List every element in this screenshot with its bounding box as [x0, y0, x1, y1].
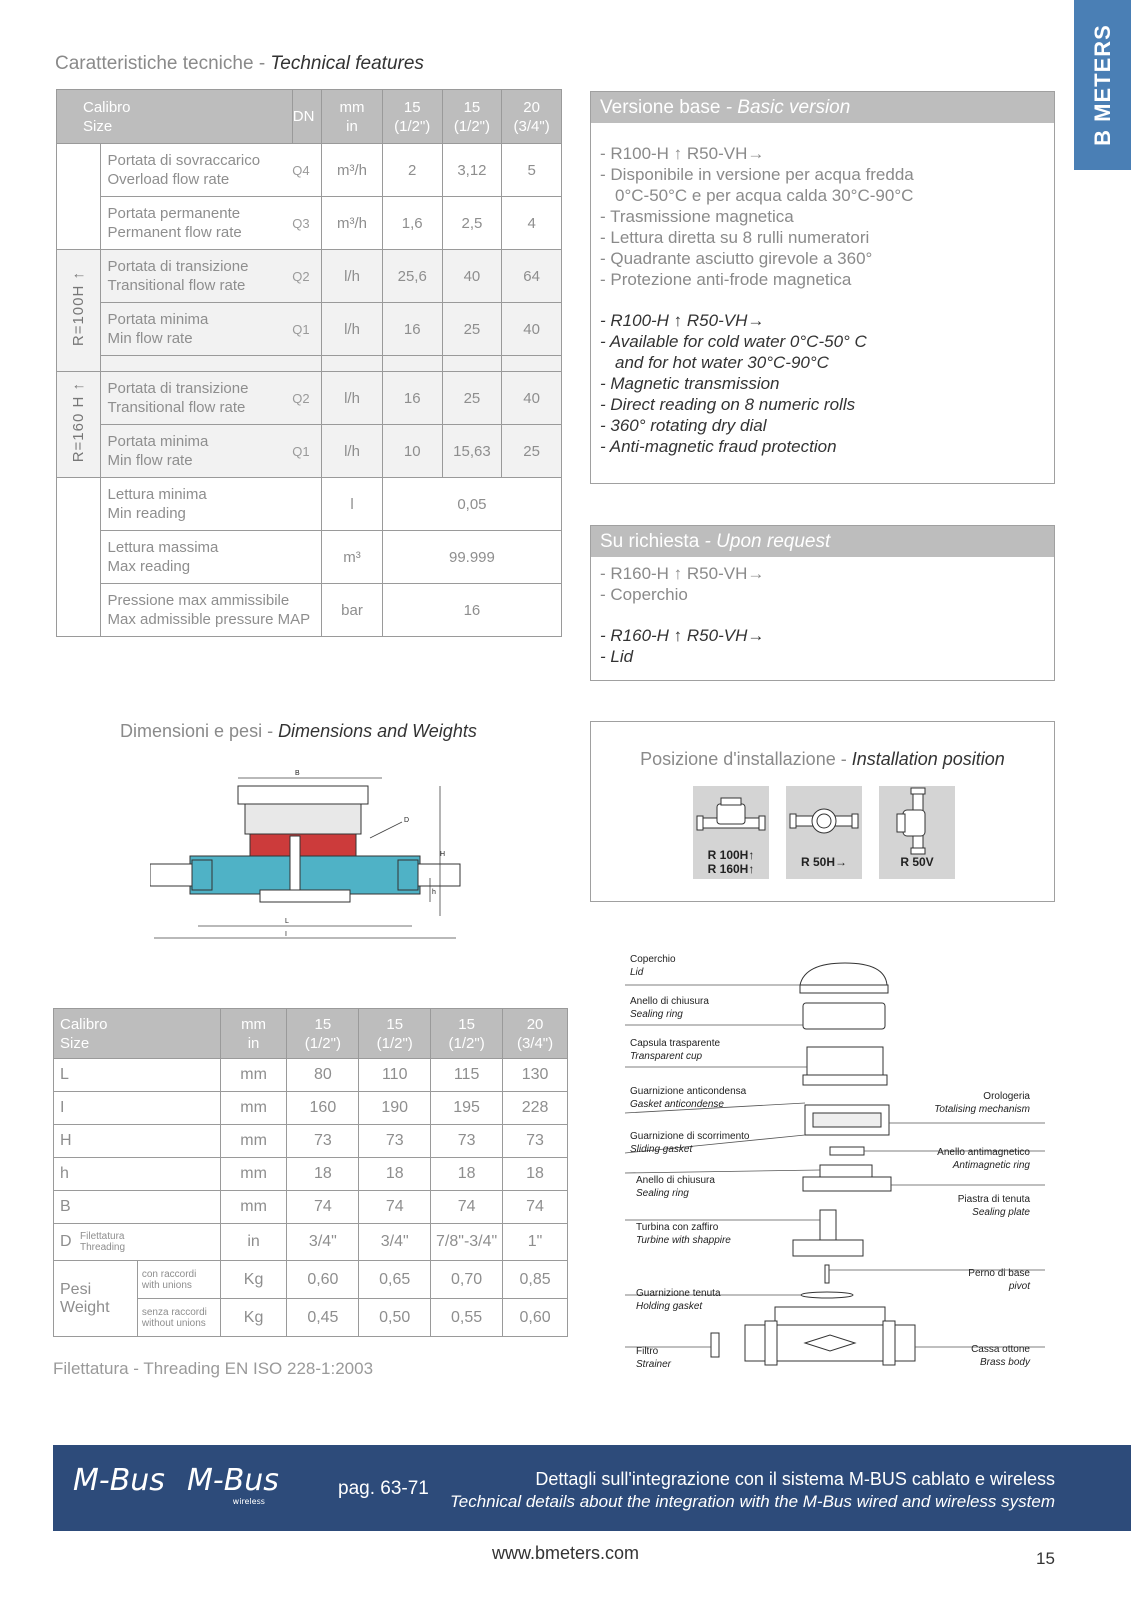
part-label-lid: Coperchio Lid	[630, 954, 676, 978]
part-label-totalising-mechanism: Orologeria Totalising mechanism	[934, 1091, 1030, 1115]
part-label-strainer: Filtro Strainer	[636, 1346, 672, 1370]
dim-label-h: H	[440, 851, 446, 858]
installation-position-title: Posizione d'installazione - Installation position	[640, 749, 1005, 769]
dn-header: DN	[292, 90, 321, 144]
table-row: H mm 73 73 73 73	[54, 1125, 568, 1158]
table-row: Portata minima Min flow rate Q1 l/h 10 15,63 25	[57, 425, 562, 478]
part-label-sealing-ring: Anello di chiusura Sealing ring	[630, 996, 709, 1020]
meter-cross-section-drawing	[150, 766, 480, 966]
part-label-holding-gasket: Guarnizione tenuta Holding gasket	[636, 1288, 721, 1312]
install-tile-horizontal-vertical-dial: R 100H↑ R 160H↑	[693, 786, 769, 879]
meter-top-icon	[786, 786, 862, 846]
table-header-row	[57, 90, 562, 144]
part-label-pivot: Perno di base pivot	[968, 1268, 1030, 1292]
part-label-turbine: Turbina con zaffiro Turbine with shappire	[636, 1222, 731, 1246]
part-label-antimagnetic-ring: Anello antimagnetico Antimagnetic ring	[937, 1147, 1030, 1171]
table-row: L mm 80 110 115 130	[54, 1059, 568, 1092]
dim-label-l: L	[285, 918, 289, 925]
table-row: Portata minima Min flow rate Q1 l/h 16 25 40	[57, 303, 562, 356]
part-label-brass-body: Cassa ottone Brass body	[971, 1344, 1030, 1368]
installation-position-box	[590, 721, 1055, 902]
table-row: Portata di sovraccarico Overload flow rate Q4 m³/h 2 3,12 5	[57, 144, 562, 197]
table-row: Pressione max ammissibile Max admissible pressure MAP bar 16	[57, 584, 562, 637]
dim-label-b: B	[295, 770, 300, 777]
footer-text-it: Dettagli sull'integrazione con il sistema M-BUS cablato e wireless	[535, 1469, 1055, 1489]
tech-features-title: Caratteristiche tecniche - Technical features	[55, 53, 424, 74]
page-number: 15	[1036, 1549, 1055, 1568]
website-url[interactable]: www.bmeters.com	[491, 1543, 640, 1563]
dim-label-i: I	[285, 931, 287, 938]
table-row: h mm 18 18 18 18	[54, 1158, 568, 1191]
upon-request-header: Su richiesta - Upon request	[591, 526, 1054, 557]
dim-label-d: D	[404, 817, 410, 824]
table-row: Pesi Weight con raccordi with unions Kg 0,60 0,65 0,70 0,85	[54, 1261, 568, 1299]
col-header: 15 (1/2")	[382, 90, 442, 144]
table-row: senza raccordi without unions Kg 0,45 0,50 0,55 0,60	[54, 1299, 568, 1337]
install-tile-horizontal-side: R 50H→	[786, 786, 862, 879]
part-label-sealing-plate: Piastra di tenuta Sealing plate	[957, 1194, 1030, 1218]
group-label-r100: R=100H ↑	[57, 250, 101, 372]
table-row: R=100H ↑ Portata di transizione Transitional flow rate Q2 l/h 25,6 40 64	[57, 250, 562, 303]
footer-text-en: Technical details about the integration with the M-Bus wired and wireless system	[449, 1492, 1055, 1511]
table-row: Lettura minima Min reading l 0,05	[57, 478, 562, 531]
col-header: 15 (1/2")	[442, 90, 502, 144]
table-spacer-row	[57, 356, 562, 372]
brand-logo: B METERS	[1089, 24, 1115, 146]
mbus-footer-banner	[53, 1445, 1131, 1531]
table-row: B mm 74 74 74 74	[54, 1191, 568, 1224]
meter-vertical-icon	[879, 786, 955, 856]
install-tile-vertical: R 50V	[879, 786, 955, 879]
part-label-gasket-anticondense: Guarnizione anticondensa Gasket anticondense	[630, 1086, 747, 1110]
group-label-r160: R=160 H ↑	[57, 372, 101, 478]
meter-side-icon	[693, 786, 769, 846]
table-row: Lettura massima Max reading m³ 99.999	[57, 531, 562, 584]
upon-request-box: Su richiesta - Upon request - R160-H ↑ R50-VH→ - Coperchio - R160-H ↑ R50-VH→ - Lid	[590, 525, 1055, 681]
table-row: D Filettatura Threading in 3/4" 3/4" 7/8"-3/4" 1"	[54, 1224, 568, 1261]
brand-tab	[1074, 0, 1131, 170]
part-label-transparent-cup: Capsula trasparente Transparent cup	[630, 1038, 721, 1062]
unit-header: mm in	[322, 90, 383, 144]
basic-version-box: Versione base - Basic version - R100-H ↑ R50-VH→ - Disponibile in versione per acqua fredda 0°C-50°C e per acqua calda 30°C-90°C - Trasmissione magnetica - Lettura diretta su 8 rulli numeratori - Quadrante asciutto girevole a 360° - Protezione anti-frode magnetica - R100-H ↑ R50-VH→ - Available for cold water 0°C-50° C and for hot water 30°C-90°C - Magnetic transmission - Direct reading on 8 numeric rolls - 360° rotating dry dial - Anti-magnetic fraud protection	[590, 91, 1055, 484]
technical-features-table	[56, 89, 562, 637]
mbus-wireless-logo: M-Bus wireless	[187, 1463, 279, 1506]
threading-standard: Filettatura - Threading EN ISO 228-1:2003	[53, 1359, 374, 1378]
col-header: 20 (3/4")	[502, 90, 562, 144]
dimensions-title: Dimensioni e pesi - Dimensions and Weights	[120, 721, 477, 741]
pages-reference: pag. 63-71	[338, 1478, 429, 1499]
table-row: R=160 H ↑ Portata di transizione Transitional flow rate Q2 l/h 16 25 40	[57, 372, 562, 425]
size-header: Calibro Size	[57, 90, 293, 144]
part-label-sliding-gasket: Guarnizione di scorrimento Sliding gasket	[630, 1131, 750, 1155]
dim-label-h-small: h	[432, 889, 436, 896]
dimensions-weights-table	[53, 1008, 568, 1337]
table-row: I mm 160 190 195 228	[54, 1092, 568, 1125]
table-row: Portata permanente Permanent flow rate Q3 m³/h 1,6 2,5 4	[57, 197, 562, 250]
basic-version-header: Versione base - Basic version	[591, 92, 1054, 123]
table-header-row: Calibro Size mm in 15 (1/2") 15 (1/2") 15 (1/2") 20 (3/4")	[54, 1009, 568, 1059]
mbus-logo: M-Bus	[73, 1463, 165, 1498]
part-label-sealing-ring-2: Anello di chiusura Sealing ring	[636, 1175, 715, 1199]
